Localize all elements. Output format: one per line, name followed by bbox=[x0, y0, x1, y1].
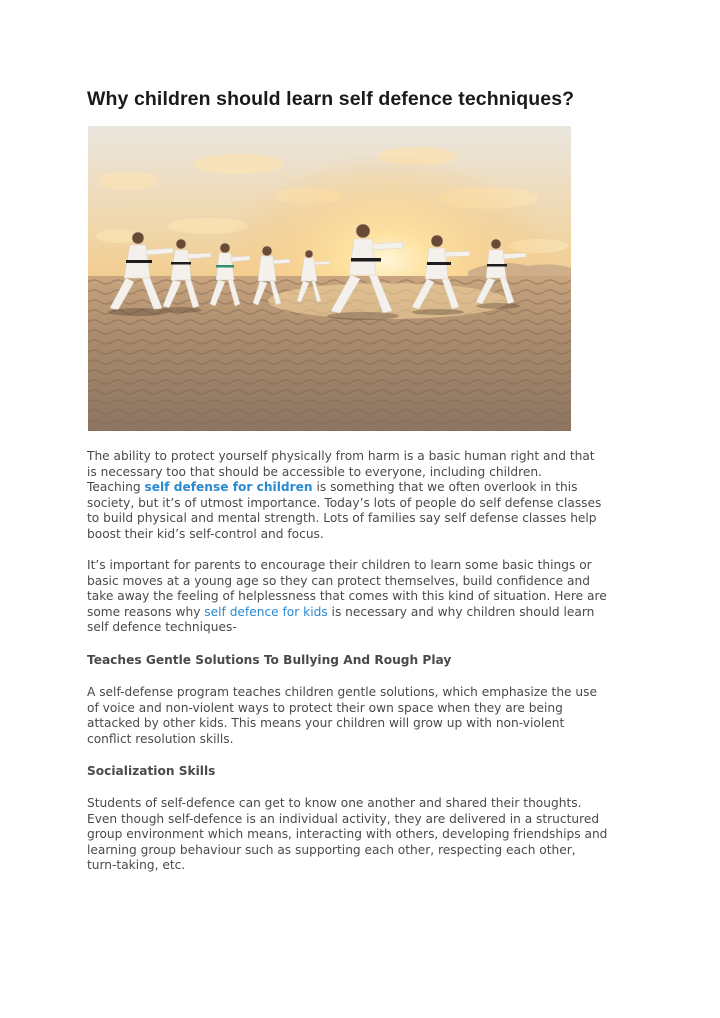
text-line: society, but it’s of utmost importance. Today’s lots of people do self defense classes bbox=[87, 495, 602, 510]
text-line: The ability to protect yourself physically from harm is a basic human right and that bbox=[87, 449, 595, 463]
text-fragment: Teaching bbox=[87, 480, 145, 495]
text-line: turn-taking, etc. bbox=[87, 858, 186, 873]
paragraph-parents bbox=[87, 558, 647, 636]
text-line bbox=[87, 605, 647, 621]
text-line: Even though self-defence is an individual activity, they are delivered in a structured bbox=[87, 811, 600, 826]
paragraph-bullying bbox=[87, 685, 647, 747]
section-heading-socialization: Socialization Skills bbox=[87, 764, 216, 778]
paragraph-intro bbox=[87, 449, 647, 543]
self-defence-for-kids-link[interactable]: self defence for kids bbox=[204, 604, 328, 619]
page-title: Why children should learn self defence techniques? bbox=[87, 88, 575, 110]
self-defense-for-children-link[interactable]: self defense for children bbox=[144, 480, 313, 495]
article-photo bbox=[88, 126, 571, 431]
text-line: basic moves at a young age so they can protect themselves, build confidence and bbox=[87, 573, 590, 588]
text-line: conflict resolution skills. bbox=[87, 731, 234, 746]
text-line: self defence techniques- bbox=[87, 620, 237, 635]
text-line: learning group behaviour such as supporting each other, respecting each other, bbox=[87, 842, 576, 857]
text-line: boost their kid’s self-control and focus. bbox=[87, 526, 324, 541]
section-heading-bullying: Teaches Gentle Solutions To Bullying And Rough Play bbox=[87, 653, 452, 667]
text-line: It’s important for parents to encourage their children to learn some basic things or bbox=[87, 558, 592, 572]
text-line: Students of self-defence can get to know one another and shared their thoughts. bbox=[87, 796, 582, 810]
paragraph-socialization bbox=[87, 796, 647, 874]
text-line: of voice and non-violent ways to protect their own space when they are being bbox=[87, 700, 563, 715]
text-line: attacked by other kids. This means your children will grow up with non-violent bbox=[87, 716, 565, 731]
text-fragment: some reasons why bbox=[87, 604, 205, 619]
text-fragment: is something that we often overlook in this bbox=[312, 480, 578, 495]
text-line bbox=[87, 480, 647, 496]
text-line: take away the feeling of helplessness that comes with this kind of situation. Here are bbox=[87, 589, 607, 604]
text-fragment: is necessary and why children should learn bbox=[327, 604, 595, 619]
text-line: to build physical and mental strength. Lots of families say self defense classes help bbox=[87, 511, 597, 526]
text-line: is necessary too that should be accessible to everyone, including children. bbox=[87, 464, 542, 479]
text-line: A self-defense program teaches children gentle solutions, which emphasize the use bbox=[87, 685, 597, 699]
text-line: group environment which means, interacting with others, developing friendships and bbox=[87, 827, 608, 842]
